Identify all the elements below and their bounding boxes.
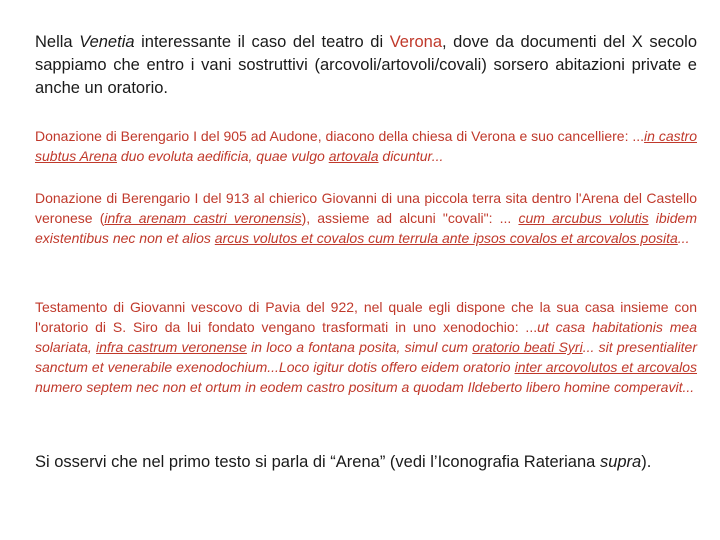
- quote-berengario-905: [35, 126, 697, 166]
- supra-term: supra: [599, 453, 642, 471]
- conclusion-text: ).: [641, 453, 652, 471]
- latin-text: ... sit presentialiter sanctum et venerabile exenodochium...Loco igitur dotis offero eidem oratorio: [35, 339, 697, 375]
- intro-text: , dove da documenti del X secolo sappiamo che entro i vani sostruttivi (arcovoli/artovoli/covali) sorsero abitazioni private e anche un oratorio.: [35, 33, 698, 97]
- conclusion-text: Si osservi che nel primo testo si parla di “Arena” (vedi l’Iconografia Rateriana: [35, 453, 600, 471]
- conclusion-paragraph: [35, 451, 697, 474]
- latin-underlined: artovala: [328, 148, 379, 164]
- intro-text: Nella: [35, 33, 80, 51]
- quote-text: ), assieme ad alcuni "covali": ...: [301, 210, 519, 226]
- intro-paragraph: [35, 31, 697, 100]
- verona-highlight: Verona: [389, 33, 442, 51]
- latin-underlined: in castro subtus Arena: [35, 128, 697, 164]
- quote-text: Donazione di Berengario I del 905 ad Audone, diacono della chiesa di Verona e suo cancelliere: ...: [35, 128, 645, 144]
- latin-text: duo evoluta aedificia, quae vulgo: [116, 148, 329, 164]
- quote-berengario-913: [35, 188, 697, 248]
- quote-text: Donazione di Berengario I del 913 al chierico Giovanni di una piccola terra sita dentro l'Arena del Castello veronese (: [35, 190, 697, 226]
- intro-text: interessante il caso del teatro di: [134, 33, 390, 51]
- latin-underlined: infra castrum veronense: [96, 339, 247, 355]
- latin-underlined: cum arcubus volutis: [518, 210, 649, 226]
- latin-text: in loco a fontana posita, simul cum: [246, 339, 473, 355]
- venetia-term: Venetia: [79, 33, 135, 51]
- latin-text: ibidem existentibus nec non et alios: [35, 210, 697, 246]
- latin-text: ut casa habitationis mea solariata,: [35, 319, 697, 355]
- latin-underlined: oratorio beati Syri: [472, 339, 583, 355]
- latin-underlined: inter arcovolutos et arcovalos: [514, 359, 697, 375]
- latin-text: dicuntur...: [378, 148, 444, 164]
- latin-underlined: infra arenam castri veronensis: [104, 210, 302, 226]
- quote-testamento-922: [35, 297, 697, 397]
- quote-text: Testamento di Giovanni vescovo di Pavia del 922, nel quale egli dispone che la sua casa insieme con l'oratorio di S. Siro da lui fondato vengano trasformati in uno xenodochio: ...: [35, 299, 697, 335]
- latin-underlined: arcus volutos et covalos cum terrula ante ipsos covalos et arcovalos posita: [214, 230, 678, 246]
- latin-text: ...: [677, 230, 690, 246]
- latin-text: numero septem nec non et ortum in eodem castro positum a quodam Ildeberto libero homine comperavit...: [35, 379, 695, 395]
